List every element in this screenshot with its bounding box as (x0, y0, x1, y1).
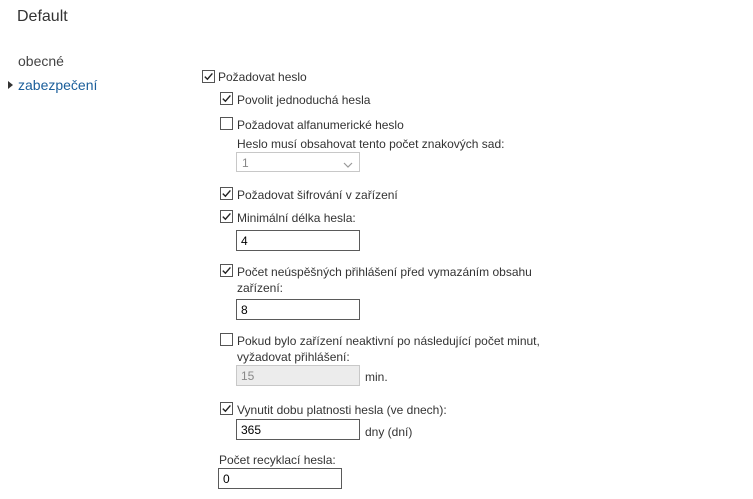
expiration-label: Vynutit dobu platnosti hesla (ve dnech): (237, 403, 447, 417)
nav-item-general[interactable]: obecné (18, 53, 64, 69)
checkmark-icon (221, 403, 232, 414)
allow-simple-label: Povolit jednoduchá hesla (237, 93, 371, 107)
expiration-input[interactable] (236, 419, 360, 440)
inactivity-unit: min. (365, 370, 388, 384)
min-length-checkbox[interactable] (220, 210, 233, 223)
require-alnum-checkbox[interactable] (220, 117, 233, 130)
caret-right-icon (8, 81, 13, 89)
checkmark-icon (221, 93, 232, 104)
failed-logins-label-line2: zařízení: (237, 281, 284, 295)
allow-simple-checkbox[interactable] (220, 92, 233, 105)
expiration-unit: dny (dní) (365, 425, 413, 439)
min-length-input[interactable] (236, 230, 360, 251)
checkmark-icon (221, 211, 232, 222)
require-password-checkbox[interactable] (202, 70, 215, 83)
require-encryption-checkbox[interactable] (220, 187, 233, 200)
failed-logins-input[interactable] (236, 299, 360, 320)
inactivity-label-line2: vyžadovat přihlášení: (237, 350, 350, 364)
require-password-label: Požadovat heslo (218, 70, 307, 84)
inactivity-checkbox[interactable] (220, 333, 233, 346)
checkmark-icon (203, 71, 214, 82)
nav-item-security[interactable]: zabezpečení (18, 77, 98, 93)
charsets-select[interactable] (236, 152, 360, 172)
require-alnum-label: Požadovat alfanumerické heslo (237, 118, 404, 132)
page-title: Default (17, 8, 68, 25)
failed-logins-label-line1: Počet neúspěšných přihlášení před vymazáním obsahu (237, 265, 532, 279)
failed-logins-checkbox[interactable] (220, 264, 233, 277)
charsets-label: Heslo musí obsahovat tento počet znakových sad: (237, 137, 505, 151)
recycle-input[interactable] (218, 468, 342, 489)
checkmark-icon (221, 188, 232, 199)
require-encryption-label: Požadovat šifrování v zařízení (237, 188, 398, 202)
min-length-label: Minimální délka hesla: (237, 211, 356, 225)
charsets-value: 1 (242, 156, 249, 170)
inactivity-label-line1: Pokud bylo zařízení neaktivní po následující počet minut, (237, 334, 540, 348)
checkmark-icon (221, 265, 232, 276)
inactivity-input[interactable] (236, 365, 360, 386)
expiration-checkbox[interactable] (220, 402, 233, 415)
chevron-down-icon (343, 157, 353, 175)
recycle-label: Počet recyklací hesla: (219, 453, 336, 467)
